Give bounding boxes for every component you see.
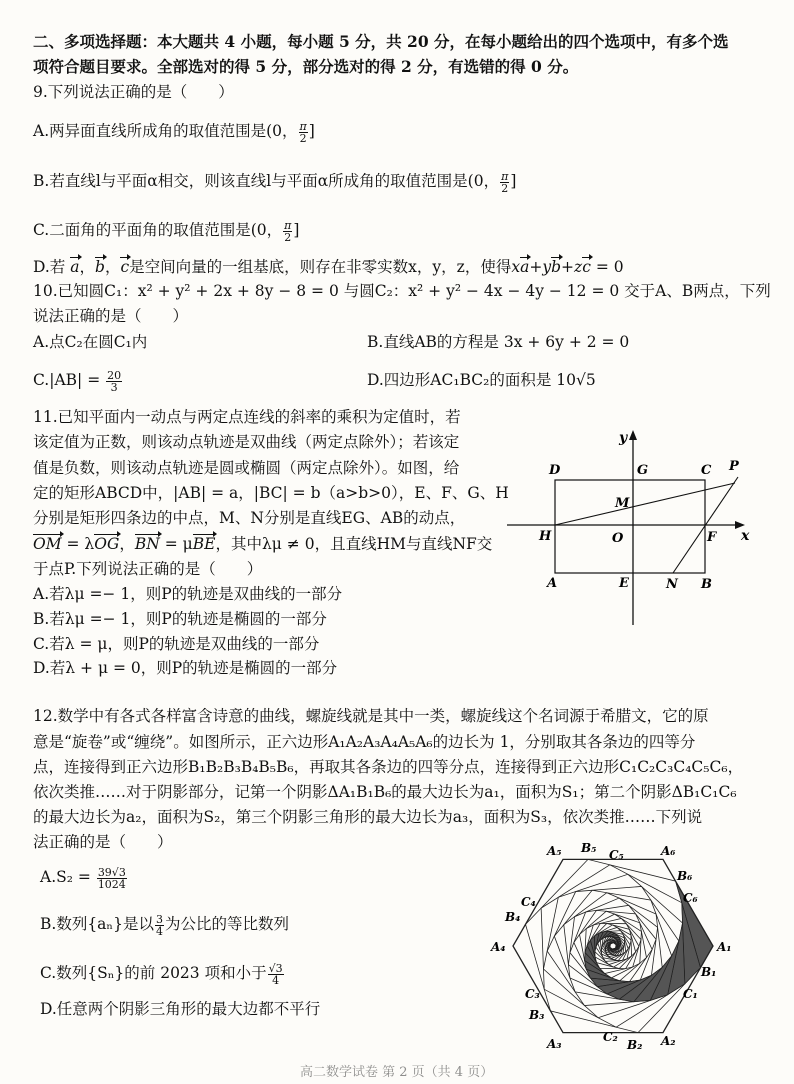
fraction-root3-over-4: $\frac{√3}{4}$ (268, 961, 283, 987)
q11-line5: 分别是矩形四条边的中点，M、N分别是直线EG、AB的动点， (33, 509, 466, 527)
q10-stem-2: 说法正确的是（ ） (33, 307, 189, 325)
label-b3: B₃ (529, 1008, 545, 1022)
q11-line6: OM = λOG，BN = μBE，其中λμ ≠ 0，且直线HM与直线NF交 (33, 535, 493, 553)
q12-line2: 意是“旋卷”或“缠绕”。如图所示，正六边形A₁A₂A₃A₄A₅A₆的边长为 1，分别取其各条边的四等分 (33, 733, 696, 751)
q9-option-a: A.两异面直线所成角的取值范围是(0， $\frac{\pi}{2}$ ] (33, 119, 315, 145)
label-a6: A₆ (661, 844, 676, 858)
label-b2: B₂ (627, 1038, 643, 1052)
nested-hexagons (513, 859, 713, 1032)
q11-option-c: C.若λ = μ，则P的轨迹是双曲线的一部分 (33, 635, 320, 653)
q10-option-a: A.点C₂在圆C₁内 (33, 333, 148, 351)
label-h: H (539, 529, 552, 544)
page-footer: 高二数学试卷 第 2 页（共 4 页） (300, 1065, 494, 1080)
q11-line3: 值是负数，则该动点轨迹是圆或椭圆（两定点除外）。如图，给 (33, 459, 460, 477)
label-b: B (701, 577, 712, 592)
hexagon-layer (541, 865, 685, 1027)
q11-line1: 11.已知平面内一动点与两定点连线的斜率的乘积为定值时，若 (33, 408, 461, 426)
label-o: O (612, 531, 624, 546)
label-a3: A₃ (547, 1037, 562, 1051)
q12-line6: 法正确的是（ ） (33, 833, 173, 851)
q12-option-c: C.数列{Sₙ}的前 2023 项和小于 $\frac{√3}{4}$ (40, 961, 283, 987)
fraction-3-over-4: $\frac{3}{4}$ (156, 912, 163, 938)
label-g: G (637, 463, 649, 478)
label-a5: A₅ (547, 844, 562, 858)
q12-line3: 点，连接得到正六边形B₁B₂B₃B₄B₅B₆，再取其各条边的四等分点，连接得到正六边形C₁C₂C₃C₄C₅C₆， (33, 758, 744, 776)
q11-line2: 该定值为正数，则该动点轨迹是双曲线（两定点除外）；若该定 (33, 433, 460, 451)
q11-option-b: B.若λμ =− 1，则P的轨迹是椭圆的一部分 (33, 610, 327, 628)
label-a2: A₂ (661, 1034, 676, 1048)
fraction-20-over-3: $\frac{20}{3}$ (107, 368, 122, 394)
section-header-line1: 二、多项选择题：本大题共 4 小题，每小题 5 分，共 20 分，在每小题给出的四个选项中，有多个选 (33, 32, 729, 51)
label-p: P (729, 459, 739, 474)
section-header-line2: 项符合题目要求。全部选对的得 5 分，部分选对的得 2 分，有选错的得 0 分。 (33, 57, 579, 76)
label-f: F (707, 530, 717, 545)
label-c3: C₃ (525, 987, 540, 1001)
y-axis-arrow (629, 430, 637, 440)
pi-over-2: $\frac{\pi}{2}$ (299, 119, 307, 145)
label-b5: B₅ (581, 841, 597, 855)
q9-option-b: B.若直线l与平面α相交，则该直线l与平面α所成角的取值范围是(0， $\frac{\pi}{2}$ ] (33, 169, 517, 195)
hexagon-layer (590, 923, 635, 968)
q12-line4: 依次类推……对于阴影部分，记第一个阴影ΔA₁B₁B₆的最大边长为a₁，面积为S₁；第二个阴影ΔB₁C₁C₆ (33, 783, 737, 801)
pi-over-2: $\frac{\pi}{2}$ (284, 218, 292, 244)
q9-option-d: D.若 a，b，c是空间向量的一组基底，则存在非零实数x，y，z，使得xa+yb+zc = 0 (33, 258, 624, 276)
label-c1: C₁ (683, 987, 698, 1001)
label-y: y (619, 430, 628, 446)
label-x: x (741, 528, 750, 544)
label-b6: B₆ (677, 869, 693, 883)
q11-line7: 于点P.下列说法正确的是（ ） (33, 560, 263, 578)
label-a1: A₁ (717, 940, 732, 954)
q10-stem: 10.已知圆C₁：x² + y² + 2x + 8y − 8 = 0 与圆C₂：x² + y² − 4x − 4y − 12 = 0 交于A、B两点，下列 (33, 282, 771, 300)
q10-option-b: B.直线AB的方程是 3x + 6y + 2 = 0 (367, 333, 630, 351)
q9-option-c: C.二面角的平面角的取值范围是(0， $\frac{\pi}{2}$ ] (33, 218, 300, 244)
label-n: N (666, 577, 678, 592)
hexagon-layer (526, 859, 701, 1032)
fraction-39root3-over-1024: $\frac{39√3}{1024}$ (97, 865, 126, 891)
label-b1: B₁ (701, 965, 717, 979)
q12-line5: 的最大边长为a₂，面积为S₂，第三个阴影三角形的最大边长为a₃，面积为S₃，依次类推……下列说 (33, 808, 703, 826)
q11-coordinate-figure (505, 425, 765, 630)
q12-option-a: A.S₂ = $\frac{39√3}{1024}$ (40, 865, 126, 891)
label-d: D (549, 463, 561, 478)
label-a4: A₄ (491, 940, 506, 954)
q12-spiral-hexagon-figure (485, 838, 745, 1054)
label-c4: C₄ (521, 895, 536, 909)
hexagon-layer (570, 905, 656, 986)
label-a: A (547, 576, 558, 591)
hexagon-layer (610, 943, 616, 949)
label-c: C (701, 463, 712, 478)
label-c5: C₅ (609, 848, 624, 862)
q9-stem: 9.下列说法正确的是（ ） (33, 83, 234, 101)
label-b4: B₄ (505, 910, 521, 924)
q10-option-d: D.四边形AC₁BC₂的面积是 10√5 (367, 371, 596, 389)
label-c6: C₆ (683, 891, 698, 905)
q11-option-a: A.若λμ =− 1，则P的轨迹是双曲线的一部分 (33, 585, 343, 603)
q12-line1: 12.数学中有各式各样富含诗意的曲线，螺旋线就是其中一类，螺旋线这个名词源于希腊文，它的原 (33, 707, 709, 725)
label-m: M (615, 496, 630, 511)
q11-option-d: D.若λ + μ = 0，则P的轨迹是椭圆的一部分 (33, 659, 338, 677)
label-e: E (619, 576, 629, 591)
q11-line4: 定的矩形ABCD中，|AB| = a，|BC| = b（a>b>0），E、F、G、H (33, 484, 509, 502)
pi-over-2: $\frac{\pi}{2}$ (501, 169, 509, 195)
line-hm (555, 483, 735, 525)
q12-option-d: D.任意两个阴影三角形的最大边都不平行 (40, 1000, 321, 1018)
q10-option-c: C.|AB| = $\frac{20}{3}$ (33, 368, 122, 394)
q12-option-b: B.数列{aₙ}是以 $\frac{3}{4}$ 为公比的等比数列 (40, 912, 290, 938)
label-c2: C₂ (603, 1030, 618, 1044)
